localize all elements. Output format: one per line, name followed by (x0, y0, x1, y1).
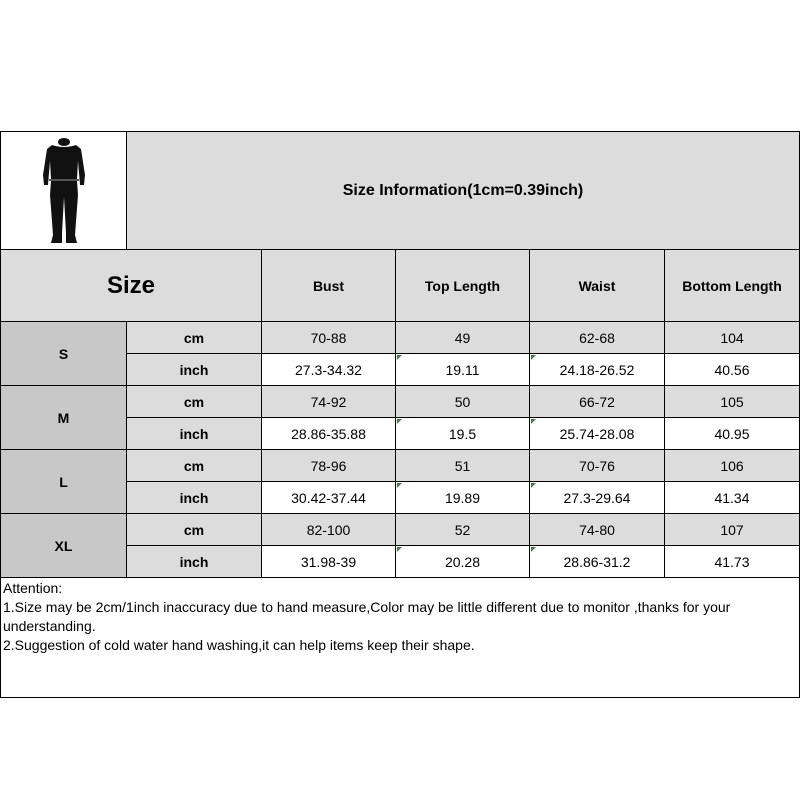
table-cell: 20.28 (396, 545, 530, 577)
table-cell: 106 (665, 449, 800, 481)
note-line-2: 2.Suggestion of cold water hand washing,it can help items keep their shape. (3, 637, 475, 653)
table-cell: 40.56 (665, 353, 800, 385)
column-header-waist: Waist (530, 249, 665, 321)
column-header-bust: Bust (262, 249, 396, 321)
size-cell-xl: XL (0, 513, 127, 577)
table-cell: 30.42-37.44 (262, 481, 396, 513)
table-cell: 82-100 (262, 513, 396, 545)
table-cell: 24.18-26.52 (530, 353, 665, 385)
table-cell: 41.73 (665, 545, 800, 577)
product-silhouette-icon (5, 135, 123, 246)
table-cell: 62-68 (530, 321, 665, 353)
table-cell: 19.5 (396, 417, 530, 449)
column-header-bottom-length: Bottom Length (665, 249, 800, 321)
cell-marker-icon (531, 547, 536, 552)
column-header-top-length: Top Length (396, 249, 530, 321)
table-cell: 78-96 (262, 449, 396, 481)
product-image-cell (0, 131, 127, 249)
table-cell: 50 (396, 385, 530, 417)
table-cell: 70-76 (530, 449, 665, 481)
size-chart (0, 131, 800, 698)
cell-marker-icon (397, 355, 402, 360)
size-header: Size (0, 249, 262, 321)
attention-heading: Attention: (3, 580, 63, 596)
size-cell-l: L (0, 449, 127, 513)
size-cell-m: M (0, 385, 127, 449)
table-cell: 51 (396, 449, 530, 481)
cell-marker-icon (397, 547, 402, 552)
table-cell: 28.86-31.2 (530, 545, 665, 577)
table-cell: 107 (665, 513, 800, 545)
cell-marker-icon (531, 355, 536, 360)
table-cell: 27.3-34.32 (262, 353, 396, 385)
unit-label-cm: cm (127, 321, 262, 353)
table-cell: 105 (665, 385, 800, 417)
attention-notes (3, 579, 797, 655)
unit-label-cm: cm (127, 449, 262, 481)
note-line-1: 1.Size may be 2cm/1inch inaccuracy due to hand measure,Color may be little different due to monitor ,thanks for your understanding. (3, 599, 731, 634)
table-cell: 104 (665, 321, 800, 353)
unit-label-cm: cm (127, 385, 262, 417)
cell-marker-icon (531, 419, 536, 424)
unit-label-inch: inch (127, 353, 262, 385)
table-cell: 25.74-28.08 (530, 417, 665, 449)
table-cell: 19.89 (396, 481, 530, 513)
size-cell-s: S (0, 321, 127, 385)
unit-label-inch: inch (127, 481, 262, 513)
table-cell: 41.34 (665, 481, 800, 513)
cell-marker-icon (531, 483, 536, 488)
table-cell: 19.11 (396, 353, 530, 385)
table-cell: 27.3-29.64 (530, 481, 665, 513)
table-cell: 74-92 (262, 385, 396, 417)
table-cell: 40.95 (665, 417, 800, 449)
table-cell: 28.86-35.88 (262, 417, 396, 449)
unit-label-cm: cm (127, 513, 262, 545)
cell-marker-icon (397, 483, 402, 488)
cell-marker-icon (397, 419, 402, 424)
table-cell: 52 (396, 513, 530, 545)
table-cell: 49 (396, 321, 530, 353)
unit-label-inch: inch (127, 545, 262, 577)
unit-label-inch: inch (127, 417, 262, 449)
table-cell: 66-72 (530, 385, 665, 417)
table-cell: 70-88 (262, 321, 396, 353)
table-cell: 31.98-39 (262, 545, 396, 577)
page-title: Size Information(1cm=0.39inch) (127, 131, 800, 249)
table-cell: 74-80 (530, 513, 665, 545)
